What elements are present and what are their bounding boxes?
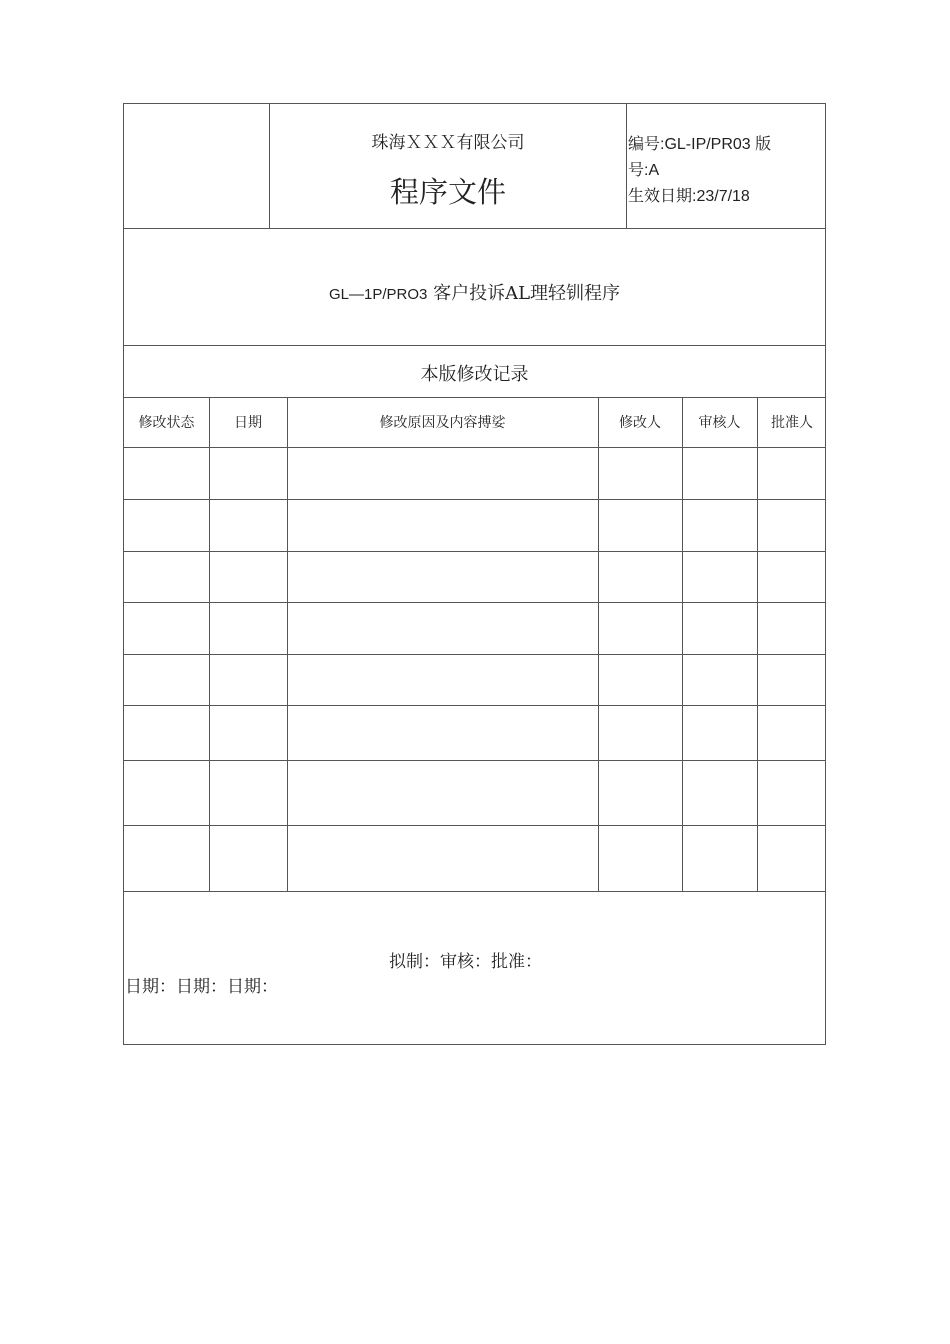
table-row-rule [124, 825, 825, 826]
signature-line: 拟制：审核：批准： [389, 952, 542, 972]
signature-date-line: 日期：日期：日期： [125, 977, 278, 997]
procedure-title [124, 279, 825, 305]
col-header-reviewer: 审核人 [698, 415, 741, 431]
effective-date: 生效日期:23/7/18 [628, 188, 750, 205]
table-column-rule [287, 397, 288, 891]
version-number: 号:A [628, 162, 660, 179]
col-header-date: 日期 [234, 415, 262, 431]
procedure-code: GL—1P/PRO3 [328, 286, 428, 303]
table-row-rule [124, 654, 825, 655]
revision-heading: 本版修改记录 [420, 364, 529, 385]
document-frame [123, 103, 826, 1045]
table-column-rule [757, 397, 758, 891]
table-column-rule [682, 397, 683, 891]
table-column-rule [209, 397, 210, 891]
col-header-status: 修改状态 [138, 415, 195, 431]
header-divider-right [626, 104, 627, 228]
table-row-rule [124, 760, 825, 761]
col-header-reason: 修改原因及内容搏娑 [379, 415, 506, 431]
document-type: 程序文件 [389, 175, 506, 209]
company-name: 珠海ＸＸＸ有限公司 [371, 133, 525, 153]
table-row-rule [124, 602, 825, 603]
table-row-rule [124, 499, 825, 500]
table-bottom-rule [124, 891, 825, 892]
procedure-name: 客户投诉AL理轻钏程序 [433, 283, 621, 304]
table-row-rule [124, 447, 825, 448]
table-row-rule [124, 551, 825, 552]
table-row-rule [124, 705, 825, 706]
col-header-approver: 批准人 [771, 415, 813, 431]
document-code: 编号:GL-IP/PR03 版 [628, 136, 772, 153]
header-bottom-rule [124, 228, 825, 229]
title-bottom-rule [124, 345, 825, 346]
table-column-rule [598, 397, 599, 891]
col-header-modifier: 修改人 [619, 415, 661, 431]
